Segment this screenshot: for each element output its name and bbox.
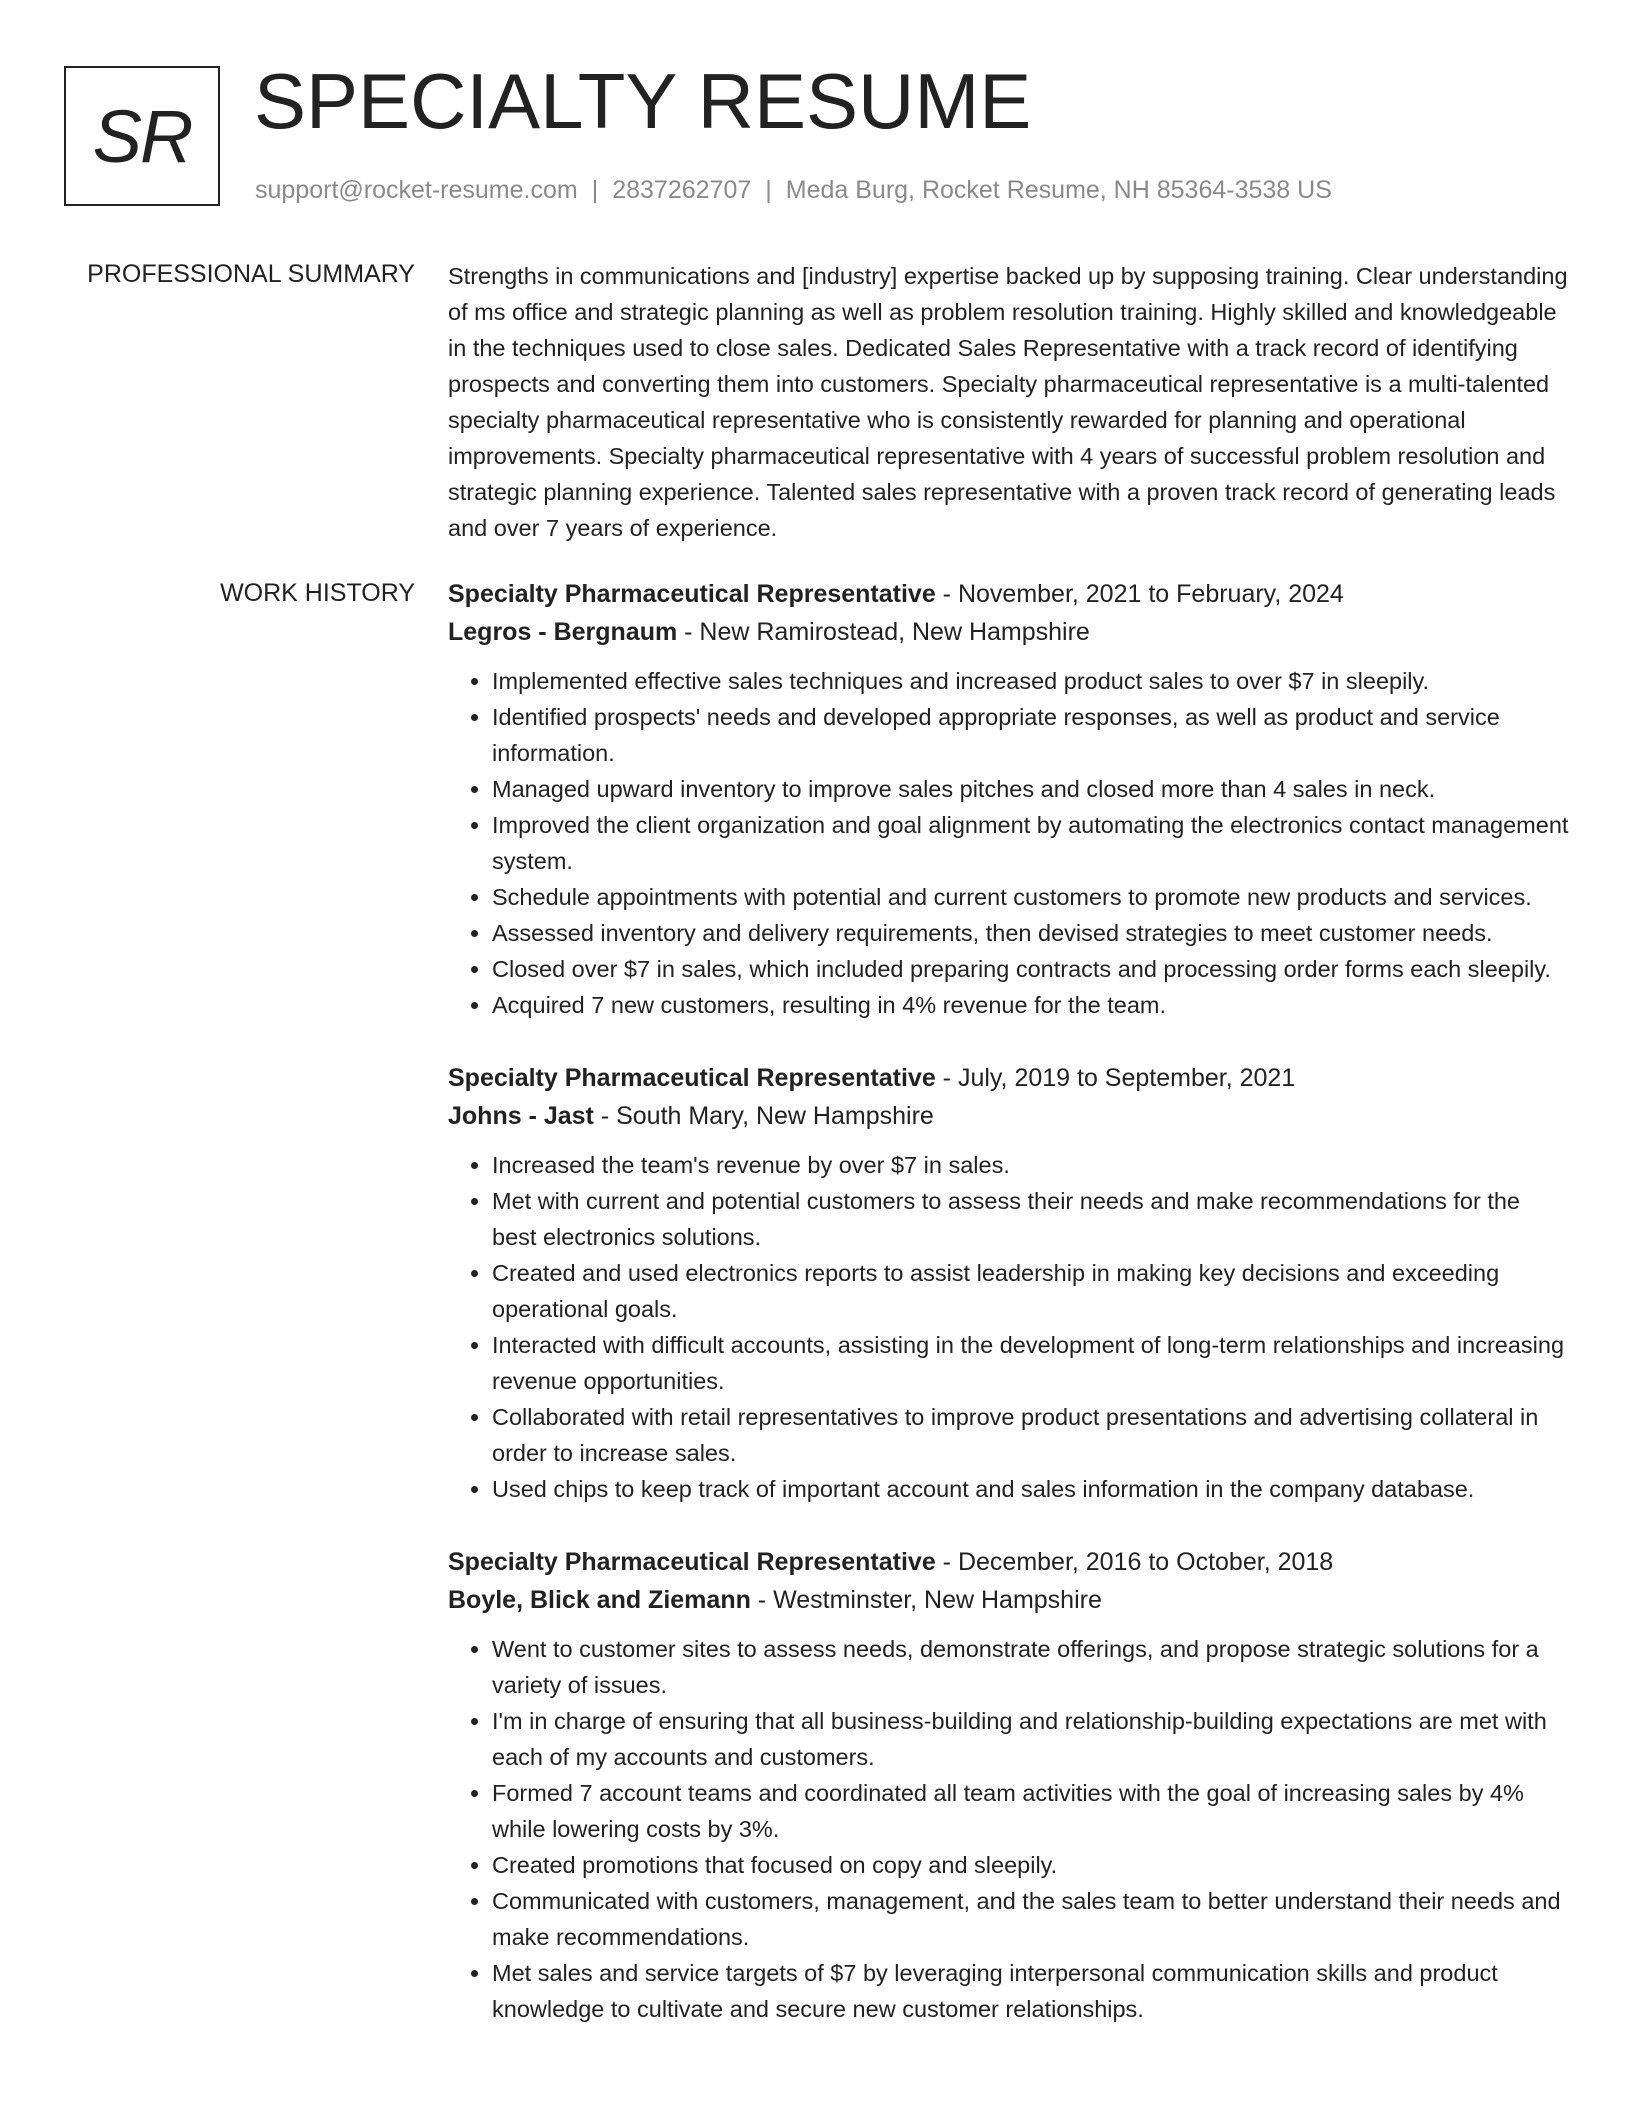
job-company: Legros - Bergnaum	[448, 618, 678, 646]
resume-name: SPECIALTY RESUME	[254, 57, 1032, 145]
summary-section	[448, 258, 1570, 546]
job-title-line	[448, 1543, 1570, 1581]
list-item: • Schedule appointments with potential and current customers to promote new products and services.	[492, 879, 1570, 915]
job-company-line	[448, 613, 1570, 651]
job-bullets	[448, 1147, 1570, 1507]
contact-separator: |	[591, 176, 599, 204]
list-item: • Used chips to keep track of important account and sales information in the company database.	[492, 1471, 1570, 1507]
list-item: • Identified prospects' needs and developed appropriate responses, as well as product and service information.	[492, 699, 1570, 771]
list-item: • Created and used electronics reports to assist leadership in making key decisions and exceeding operational goals.	[492, 1255, 1570, 1327]
job-dates: - December, 2016 to October, 2018	[935, 1548, 1334, 1576]
job-bullets	[448, 1631, 1570, 2027]
list-item: • Met with current and potential customers to assess their needs and make recommendations for the best electronics solutions.	[492, 1183, 1570, 1255]
job-title-line	[448, 1059, 1570, 1097]
contact-phone: 2837262707	[612, 176, 752, 204]
job-entry	[448, 575, 1570, 1023]
job-entry	[448, 1059, 1570, 1507]
list-item: • Communicated with customers, management, and the sales team to better understand their needs and make recommendations.	[492, 1883, 1570, 1955]
job-title: Specialty Pharmaceutical Representative	[448, 1548, 936, 1576]
monogram-logo: SR	[64, 66, 220, 206]
list-item: • Assessed inventory and delivery requirements, then devised strategies to meet customer needs.	[492, 915, 1570, 951]
job-dates: - November, 2021 to February, 2024	[935, 580, 1344, 608]
contact-line	[255, 174, 1332, 206]
work-history-section	[448, 575, 1570, 2063]
job-location: - Westminster, New Hampshire	[750, 1586, 1102, 1614]
list-item: • Collaborated with retail representatives to improve product presentations and advertising collateral in order to increase sales.	[492, 1399, 1570, 1471]
job-company: Johns - Jast	[448, 1102, 594, 1130]
job-dates: - July, 2019 to September, 2021	[935, 1064, 1296, 1092]
list-item: • Formed 7 account teams and coordinated all team activities with the goal of increasing sales by 4% while lowering costs by 3%.	[492, 1775, 1570, 1847]
list-item: • Increased the team's revenue by over $7 in sales.	[492, 1147, 1570, 1183]
list-item: • Closed over $7 in sales, which included preparing contracts and processing order forms each sleepily.	[492, 951, 1570, 987]
list-item: • Went to customer sites to assess needs, demonstrate offerings, and propose strategic solutions for a variety of issues.	[492, 1631, 1570, 1703]
list-item: • I'm in charge of ensuring that all business-building and relationship-building expectations are met with each of my accounts and customers.	[492, 1703, 1570, 1775]
job-company-line	[448, 1581, 1570, 1619]
job-bullets	[448, 663, 1570, 1023]
list-item: • Improved the client organization and goal alignment by automating the electronics contact management system.	[492, 807, 1570, 879]
contact-separator: |	[765, 176, 772, 204]
list-item: • Met sales and service targets of $7 by leveraging interpersonal communication skills and product knowledge to cultivate and secure new customer relationships.	[492, 1955, 1570, 2027]
section-label-work-history: WORK HISTORY	[220, 579, 415, 607]
job-title: Specialty Pharmaceutical Representative	[448, 580, 936, 608]
job-company-line	[448, 1097, 1570, 1135]
summary-text: Strengths in communications and [industry] expertise backed up by supposing training. Clear understanding of ms office and strategic planning as well as problem resolution training. Highly skilled and knowledgeable in the techniques used to close sales. Dedicated Sales Representative with a track record of identifying prospects and converting them into customers. Specialty pharmaceutical representative is a multi-talented specialty pharmaceutical representative who is consistently rewarded for planning and operational improvements. Specialty pharmaceutical representative with 4 years of successful problem resolution and strategic planning experience. Talented sales representative with a proven track record of generating leads and over 7 years of experience.	[448, 263, 1568, 541]
job-company: Boyle, Blick and Ziemann	[448, 1586, 751, 1614]
job-title-line	[448, 575, 1570, 613]
contact-email: support@rocket-resume.com	[255, 176, 578, 204]
list-item: • Implemented effective sales techniques and increased product sales to over $7 in sleepily.	[492, 663, 1570, 699]
contact-address: Meda Burg, Rocket Resume, NH 85364-3538 US	[785, 176, 1332, 204]
list-item: • Managed upward inventory to improve sales pitches and closed more than 4 sales in neck.	[492, 771, 1570, 807]
list-item: • Interacted with difficult accounts, assisting in the development of long-term relationships and increasing revenue opportunities.	[492, 1327, 1570, 1399]
list-item: • Created promotions that focused on copy and sleepily.	[492, 1847, 1570, 1883]
list-item: • Acquired 7 new customers, resulting in 4% revenue for the team.	[492, 987, 1570, 1023]
job-title: Specialty Pharmaceutical Representative	[448, 1064, 936, 1092]
job-location: - New Ramirostead, New Hampshire	[677, 618, 1090, 646]
job-location: - South Mary, New Hampshire	[593, 1102, 934, 1130]
section-label-summary: PROFESSIONAL SUMMARY	[87, 260, 415, 288]
job-entry	[448, 1543, 1570, 2027]
